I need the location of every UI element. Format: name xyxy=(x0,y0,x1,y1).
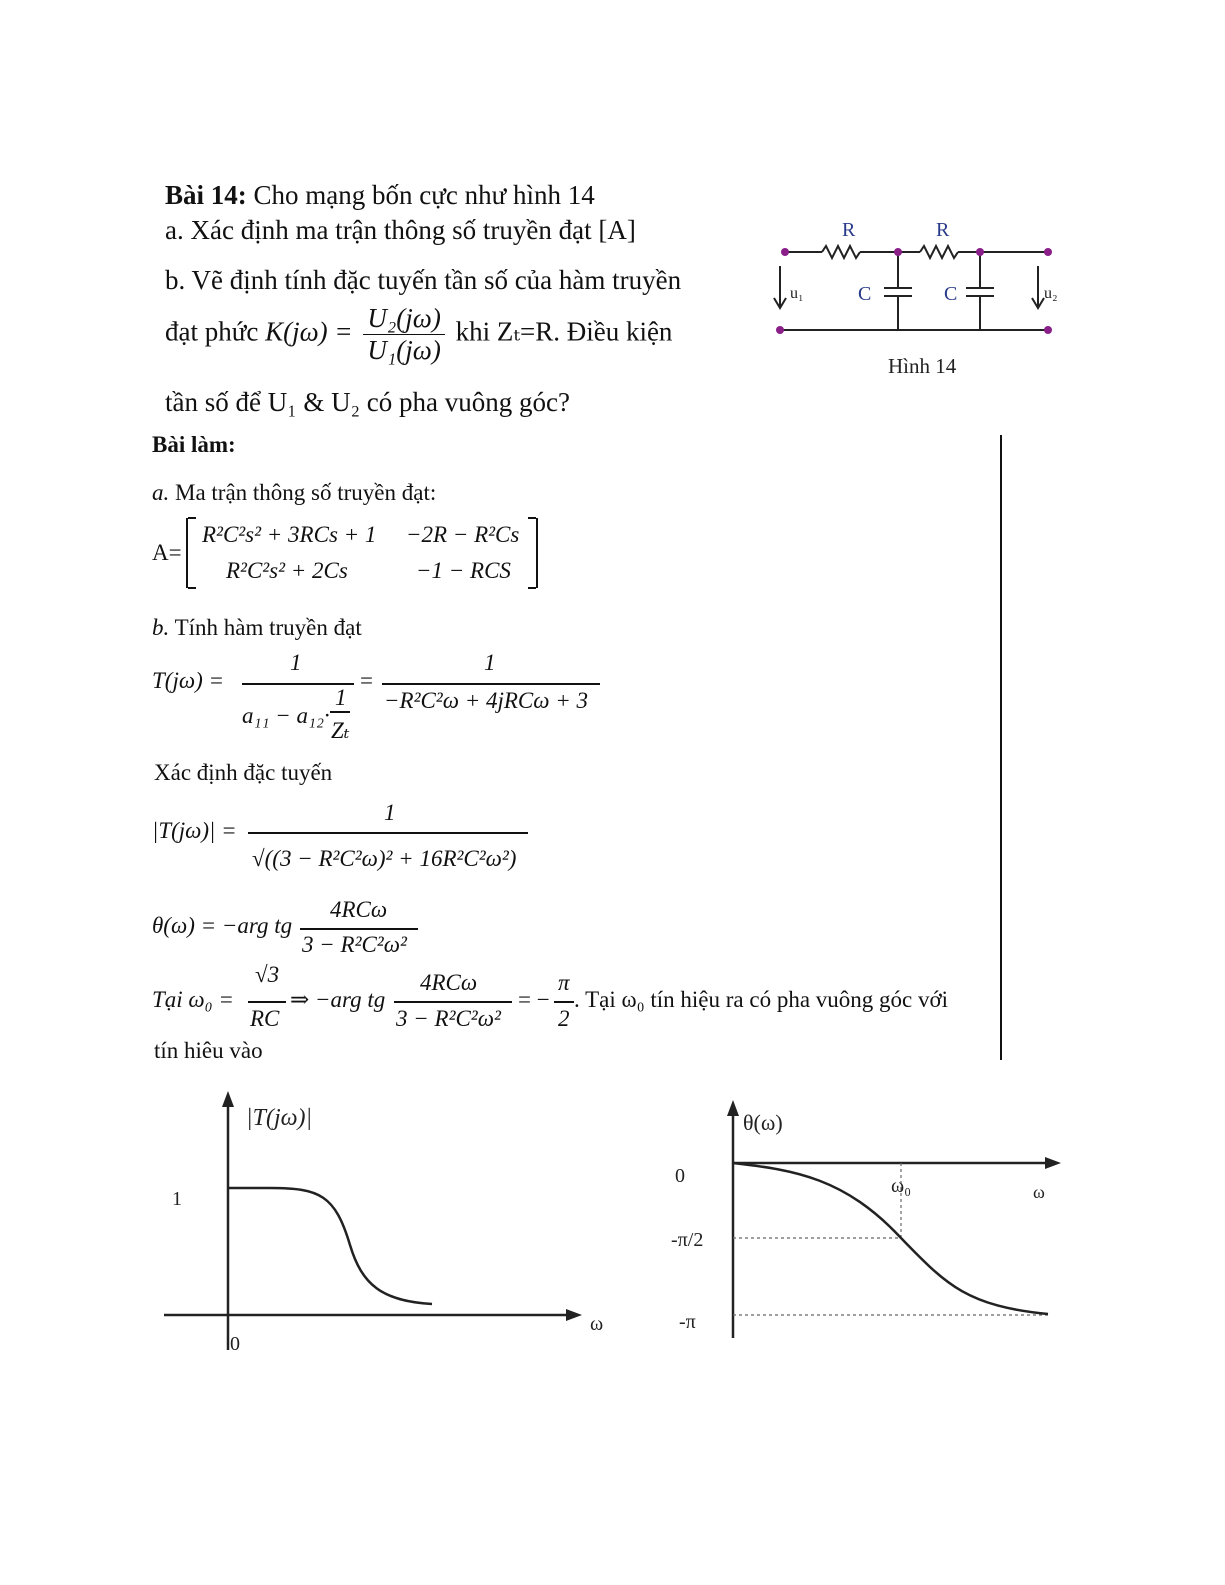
label-u2: u₂ xyxy=(1044,285,1058,302)
y-axis-arrow-icon xyxy=(727,1100,739,1116)
label-u1: u₁ xyxy=(790,285,804,302)
fraction-bar xyxy=(382,683,600,685)
part-a-label: a. xyxy=(152,480,170,505)
fraction-bar xyxy=(330,711,350,713)
transfer-den1-fnum: 1 xyxy=(335,685,347,710)
at-w0-pi-num: π xyxy=(558,970,570,995)
phase-origin: 0 xyxy=(675,1165,685,1187)
magnitude-num: 1 xyxy=(384,800,396,825)
problem-part-a: a. Xác định ma trận thông số truyền đạt [A] xyxy=(165,215,636,245)
k-lhs: K(jω) = xyxy=(265,316,353,347)
part-b-post: khi Zₜ=R. Điều kiện xyxy=(455,316,673,347)
phase-den: 3 − R²C²ω² xyxy=(302,932,407,957)
solution-heading: Bài làm: xyxy=(152,432,236,457)
transfer-den2: −R²C²ω + 4jRCω + 3 xyxy=(384,688,589,713)
at-w0-num: √3 xyxy=(255,962,280,987)
phase-tick-half-pi: -π/2 xyxy=(671,1229,704,1251)
node-dot xyxy=(976,248,984,256)
terminal-dot xyxy=(776,326,784,334)
problem-part-b-line1: b. Vẽ định tính đặc tuyến tần số của hàm truyền xyxy=(165,265,682,295)
terminal-dot xyxy=(781,248,789,256)
problem-part-b-line2 xyxy=(165,303,672,366)
transfer-eq: = xyxy=(360,668,373,693)
phase-num: 4RCω xyxy=(330,897,388,922)
phase-w0-label: ω₀ xyxy=(891,1175,912,1197)
terminal-dot xyxy=(1044,326,1052,334)
resistor-2 xyxy=(920,246,958,258)
part-b-text: Tính hàm truyền đạt xyxy=(174,615,362,640)
part-b-pre: đạt phức xyxy=(165,316,259,347)
label-r1: R xyxy=(842,219,856,241)
circuit-figure-14 xyxy=(760,210,1070,385)
phase-graph xyxy=(665,1098,1070,1348)
problem-part-b-line3: tần số để U₁ & U₂ có pha vuông góc? xyxy=(165,387,570,417)
x-axis-arrow-icon xyxy=(1045,1157,1061,1169)
matrix-a11: R²C²s² + 3RCs + 1 xyxy=(202,522,377,547)
at-w0-mid: ⇒ −arg tg xyxy=(290,987,386,1012)
phase-ylabel: θ(ω) xyxy=(743,1110,783,1135)
magnitude-den: √((3 − R²C²ω)² + 16R²C²ω²) xyxy=(252,846,517,871)
at-w0-eq: = − xyxy=(518,987,550,1012)
matrix-a21: R²C²s² + 2Cs xyxy=(226,558,348,583)
problem-title-line xyxy=(165,180,595,211)
k-numerator: U₂(jω) xyxy=(363,303,444,335)
characteristic-text: Xác định đặc tuyến xyxy=(154,760,333,785)
magnitude-origin: 0 xyxy=(230,1333,240,1355)
transfer-num1: 1 xyxy=(290,650,302,675)
problem-number: Bài 14: xyxy=(165,180,247,210)
phase-tick-pi: -π xyxy=(679,1311,696,1333)
transfer-lhs: T(jω) = xyxy=(152,668,225,693)
resistor-1 xyxy=(822,246,860,258)
matrix-a12: −2R − R²Cs xyxy=(406,522,520,547)
y-axis-arrow-icon xyxy=(222,1091,234,1107)
label-c2: C xyxy=(944,283,958,305)
magnitude-lhs: |T(jω)| = xyxy=(152,818,237,843)
phase-lhs: θ(ω) = −arg tg xyxy=(152,913,293,938)
at-w0-tail: . Tại ω₀ tín hiệu ra có pha vuông góc với xyxy=(574,987,949,1012)
figure-caption: Hình 14 xyxy=(888,354,957,378)
magnitude-curve xyxy=(228,1188,432,1304)
x-axis-arrow-icon xyxy=(566,1309,582,1321)
problem-title: Cho mạng bốn cực như hình 14 xyxy=(253,180,595,210)
part-a-text: Ma trận thông số truyền đạt: xyxy=(175,480,437,505)
k-denominator: U₁(jω) xyxy=(367,335,441,365)
fraction-bar xyxy=(248,832,528,834)
magnitude-ylabel: |T(jω)| xyxy=(246,1105,313,1131)
at-w0-den2: 3 − R²C²ω² xyxy=(396,1006,501,1031)
k-fraction xyxy=(363,303,444,366)
last-line: tín hiêu vào xyxy=(154,1038,263,1063)
margin-line xyxy=(1000,435,1002,1060)
label-c1: C xyxy=(858,283,872,305)
fraction-bar xyxy=(554,1001,574,1003)
matrix-A xyxy=(186,518,538,588)
terminal-dot xyxy=(1044,248,1052,256)
transfer-den1-fden: Zₜ xyxy=(331,718,350,743)
fraction-bar xyxy=(394,1001,512,1003)
transfer-den1: a₁₁ − a₁₂· xyxy=(242,703,330,728)
node-dot xyxy=(894,248,902,256)
part-b-label: b. xyxy=(152,615,170,640)
magnitude-graph xyxy=(150,1085,620,1365)
solution-part-b xyxy=(152,615,362,641)
transfer-num2: 1 xyxy=(484,650,496,675)
at-w0-text: Tại ω₀ = xyxy=(152,987,234,1012)
matrix-lhs: A= xyxy=(152,540,182,565)
matrix-a22: −1 − RCS xyxy=(416,558,511,583)
at-w0-num2: 4RCω xyxy=(420,970,478,995)
magnitude-tick-1: 1 xyxy=(172,1188,182,1210)
solution-part-a xyxy=(152,480,436,506)
label-r2: R xyxy=(936,219,950,241)
at-w0-den: RC xyxy=(250,1006,280,1031)
magnitude-x-label: ω xyxy=(590,1313,604,1335)
fraction-bar xyxy=(248,1001,286,1003)
phase-x-label: ω xyxy=(1033,1182,1045,1202)
fraction-bar xyxy=(300,928,418,930)
at-w0-pi-den: 2 xyxy=(558,1006,570,1031)
